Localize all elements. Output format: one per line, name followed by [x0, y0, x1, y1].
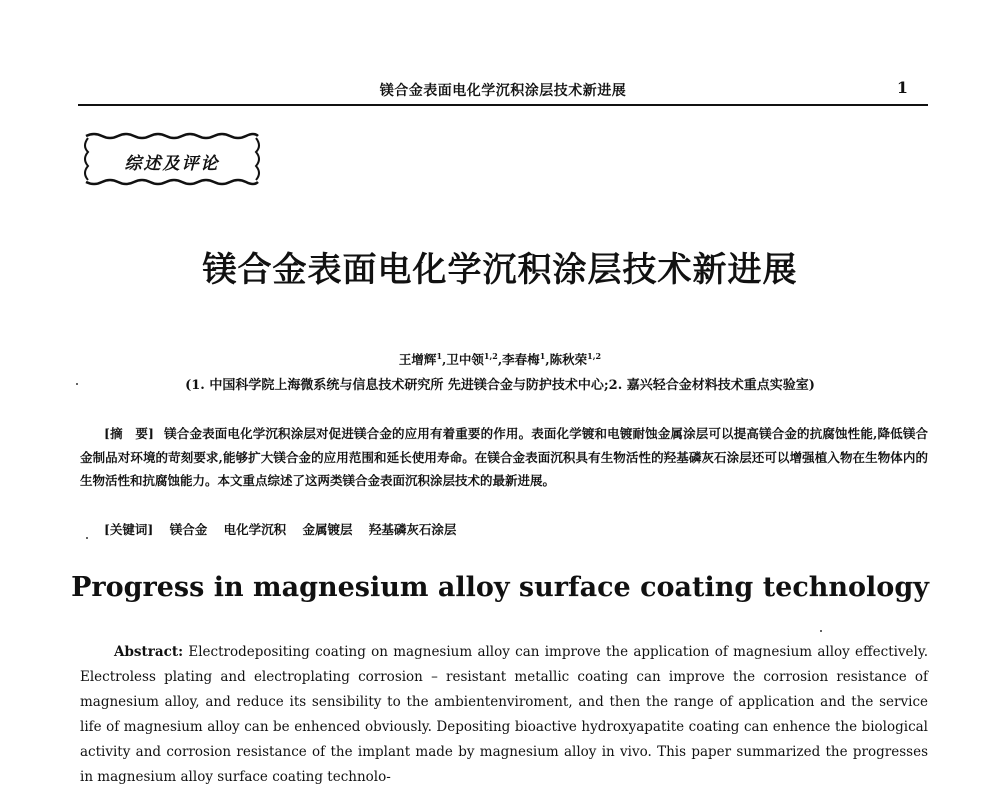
author-affiliation-mark: 1 [539, 350, 546, 361]
chinese-abstract [80, 422, 928, 493]
keyword-item: 电化学沉积 [223, 522, 287, 537]
author-affiliation-mark: 1,2 [483, 350, 498, 361]
author-list: 王增辉$^1$,卫中领$^{1,2}$,李春梅$^1$,陈秋荣$^{1,2}$ [398, 350, 602, 367]
keywords-label: [关键词] [104, 522, 154, 537]
abstract-label: [摘 要] [104, 426, 154, 441]
author-name: 李春梅 [502, 352, 540, 367]
affiliation: (1. 中国科学院上海微系统与信息技术研究所 先进镁合金与防护技术中心;2. 嘉兴轻合金材料技术重点实验室) [185, 378, 815, 393]
running-header [78, 78, 928, 106]
section-label-box [82, 132, 262, 186]
author-name: 卫中领 [446, 352, 484, 367]
abstract-label: Abstract: [114, 644, 184, 660]
author-name: 王增辉 [398, 352, 437, 367]
chinese-title: 镁合金表面电化学沉积涂层技术新进展 [202, 250, 798, 290]
chinese-keywords [104, 520, 456, 538]
keyword-item: 镁合金 [169, 522, 208, 537]
abstract-text: 镁合金表面电化学沉积涂层对促进镁合金的应用有着重要的作用。表面化学镀和电镀耐蚀金属涂层可以提高镁合金的抗腐蚀性能,降低镁合金制品对环境的苛刻要求,能够扩大镁合金的应用范围和延长使用寿命。在镁合金表面沉积具有生物活性的羟基磷灰石涂层还可以增强植入物在生物体内的生物活性和抗腐蚀能力。本文重点综述了这两类镁合金表面沉积涂层技术的最新进展。 [80, 426, 928, 488]
scan-speck [820, 630, 822, 632]
abstract-text: Electrodepositing coating on magnesium alloy can improve the application of magnesium alloy effectively. Electroless plating and electroplating corrosion – resistant metallic coating can improve the corrosion resistance of magnesium alloy, and reduce its sensibility to the ambientenviroment, and then the range of application and the service life of magnesium alloy can be enhenced obviously. Depositing bioactive hydroxyapatite coating can enhence the biological activity and corrosion resistance of the implant made by magnesium alloy in vivo. This paper summarized the progresses in magnesium alloy surface coating technolo- [80, 644, 928, 785]
page-number: 1 [896, 78, 908, 97]
english-abstract [80, 640, 928, 790]
scan-speck [76, 383, 78, 385]
keyword-item: 金属镀层 [302, 522, 353, 537]
running-title: 镁合金表面电化学沉积涂层技术新进展 [379, 83, 627, 99]
english-title: Progress in magnesium alloy surface coating technology [71, 572, 929, 603]
keyword-item: 羟基磷灰石涂层 [368, 522, 457, 537]
section-label: 综述及评论 [124, 154, 220, 174]
author-affiliation-mark: 1,2 [587, 350, 602, 361]
author-name: 陈秋荣 [549, 352, 588, 367]
author-affiliation-mark: 1 [436, 350, 443, 361]
scan-speck [86, 537, 88, 539]
